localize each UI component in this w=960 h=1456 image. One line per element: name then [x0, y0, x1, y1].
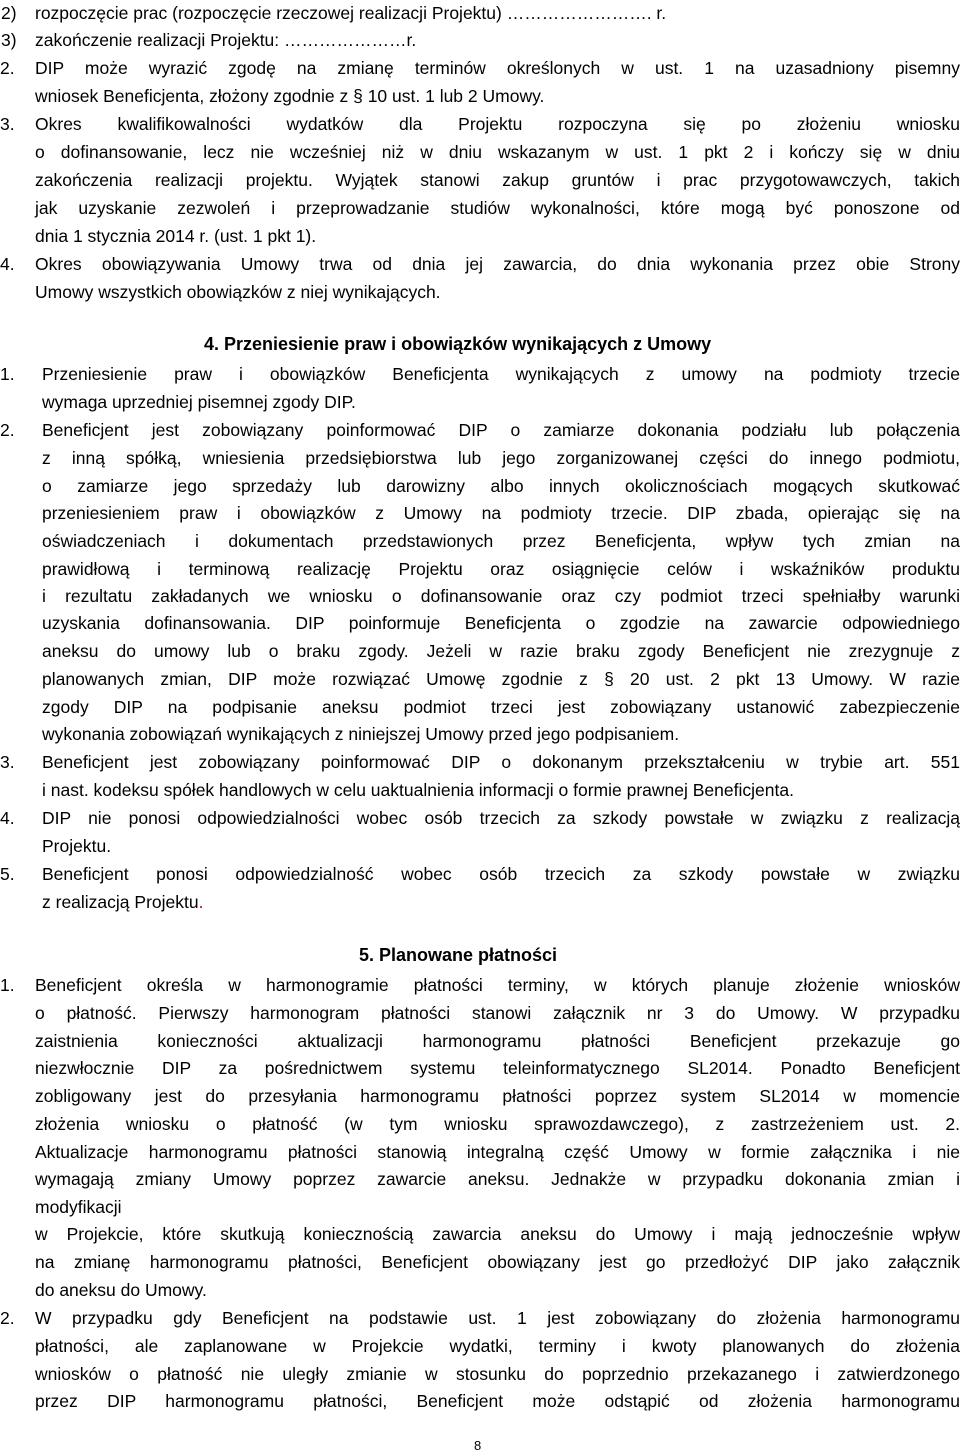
text-line: oświadczeniach i dokumentach przedstawionych przez Beneficjenta, wpływ tych zmian na	[42, 531, 960, 551]
text-line: wniosków o płatność nie uległy zmianie w stosunku do poprzednio przekazanego i zatwierdzonego	[35, 1364, 960, 1384]
text-line: w Projekcie, które skutkują koniecznością zawarcia aneksu do Umowy i mają jednocześnie wpływ	[35, 1224, 960, 1244]
paragraph-number: 3.	[0, 752, 15, 772]
text-line: o płatność. Pierwszy harmonogram płatności stanowi załącznik nr 3 do Umowy. W przypadku	[35, 1003, 960, 1023]
section-heading: 5. Planowane płatności	[359, 945, 558, 965]
text-line: DIP może wyrazić zgodę na zmianę terminów określonych w ust. 1 na uzasadniony pisemny	[35, 58, 960, 78]
paragraph-number: 2.	[0, 420, 15, 440]
text-line: uzyskania dofinansowania. DIP poinformuje Beneficjenta o zgodzie na zawarcie odpowiedniego	[42, 613, 960, 633]
text-line: o dofinansowanie, lecz nie wcześniej niż w dniu wskazanym w ust. 1 pkt 2 i kończy się w dniu	[35, 142, 960, 162]
text-line: aneksu do umowy lub o braku zgody. Jeżeli w razie braku zgody Beneficjent nie zrezygnuje z	[42, 641, 960, 661]
text-line: Beneficjent jest zobowiązany poinformować DIP o zamiarze dokonania podziału lub połączenia	[42, 420, 960, 440]
paragraph-number: 1.	[0, 364, 15, 384]
text-line: przez DIP harmonogramu płatności, Beneficjent może odstąpić od złożenia harmonogramu	[35, 1391, 960, 1411]
text-line: wymaga uprzedniej pisemnej zgody DIP.	[42, 392, 356, 412]
text-line: na zmianę harmonogramu płatności, Beneficjent obowiązany jest go przedłożyć DIP jako załącznik	[35, 1252, 960, 1272]
text-line: zgody DIP na podpisanie aneksu podmiot trzeci jest zobowiązany ustanowić zabezpieczenie	[42, 697, 960, 717]
text-line: modyfikacji	[35, 1197, 122, 1217]
text-line: zobligowany jest do przesyłania harmonogramu płatności poprzez system SL2014 w momencie	[35, 1086, 960, 1106]
text-line: W przypadku gdy Beneficjent na podstawie ust. 1 jest zobowiązany do złożenia harmonogramu	[35, 1308, 960, 1328]
text-line: przeniesieniem praw i obowiązków z Umowy na podmioty trzecie. DIP zbada, opierając się na	[42, 503, 960, 523]
paragraph-number: 4.	[0, 808, 15, 828]
item-number: 2)	[1, 3, 17, 23]
paragraph-number: 2.	[0, 58, 15, 78]
text-line: planowanych zmian, DIP może rozwiązać Umowę zgodnie z § 20 ust. 2 pkt 13 Umowy. W razie	[42, 669, 960, 689]
item-number: 3)	[1, 30, 17, 50]
text-line: zakończenia realizacji projektu. Wyjątek stanowi zakup gruntów i prac przygotowawczych, takich	[35, 170, 960, 190]
text-line: wykonania zobowiązań wynikających z niniejszej Umowy przed jego podpisaniem.	[42, 724, 680, 744]
text-line: niezwłocznie DIP za pośrednictwem systemu teleinformatycznego SL2014. Ponadto Beneficjent	[35, 1058, 960, 1078]
text-line: o zamiarze jego sprzedaży lub darowizny albo innych okolicznościach mogących skutkować	[42, 476, 960, 496]
text-line: Aktualizacje harmonogramu płatności stanowią integralną część Umowy w formie załącznika i nie	[35, 1142, 960, 1162]
text-line: i nast. kodeksu spółek handlowych w celu uaktualnienia informacji o formie prawnej Beneficjenta.	[42, 780, 794, 800]
paragraph-number: 2.	[0, 1308, 15, 1328]
text-line: Beneficjent ponosi odpowiedzialność wobec osób trzecich za szkody powstałe w związku	[42, 864, 960, 884]
item-text: zakończenie realizacji Projektu: …………………r.	[35, 30, 417, 50]
red-period: .	[198, 892, 204, 912]
text-line: i rezultatu zakładanych we wniosku o dofinansowanie oraz czy podmiot trzeci spełniałby warunki	[42, 586, 960, 606]
paragraph-number: 4.	[0, 254, 15, 274]
text-line	[42, 891, 203, 913]
text-line: Beneficjent określa w harmonogramie płatności terminy, w których planuje złożenie wniosków	[35, 975, 960, 995]
text-line: zaistnienia konieczności aktualizacji harmonogramu płatności Beneficjent przekazuje go	[35, 1031, 960, 1051]
text-line: wniosek Beneficjenta, złożony zgodnie z § 10 ust. 1 lub 2 Umowy.	[35, 86, 545, 106]
paragraph-number: 3.	[0, 114, 15, 134]
text-line: złożenia wniosku o płatność (w tym wniosku sprawozdawczego), z zastrzeżeniem ust. 2.	[35, 1114, 960, 1134]
item-text: rozpoczęcie prac (rozpoczęcie rzeczowej realizacji Projektu) ……………………. r.	[35, 3, 667, 23]
text-line: z inną spółką, wniesienia przedsiębiorstwa lub jego zorganizowanej części do innego podmiotu,	[42, 448, 960, 468]
text-line: Okres obowiązywania Umowy trwa od dnia jej zawarcia, do dnia wykonania przez obie Strony	[35, 254, 960, 274]
section-heading: 4. Przeniesienie praw i obowiązków wynikających z Umowy	[204, 334, 712, 354]
paragraph-number: 1.	[0, 975, 15, 995]
text-line: jak uzyskanie zezwoleń i przeprowadzanie studiów wykonalności, które mogą być ponoszone od	[35, 198, 960, 218]
text-line: Przeniesienie praw i obowiązków Beneficjenta wynikających z umowy na podmioty trzecie	[42, 364, 960, 384]
text-line: Beneficjent jest zobowiązany poinformować DIP o dokonanym przekształceniu w trybie art. 551	[42, 752, 960, 772]
paragraph-number: 5.	[0, 864, 15, 884]
text-line: Okres kwalifikowalności wydatków dla Projektu rozpoczyna się po złożeniu wniosku	[35, 114, 960, 134]
text-line: do aneksu do Umowy.	[35, 1280, 207, 1300]
text-fragment: z realizacją Projektu	[42, 892, 199, 912]
text-line: DIP nie ponosi odpowiedzialności wobec osób trzecich za szkody powstałe w związku z realizacją	[42, 808, 960, 828]
text-line: wymagają zmiany Umowy poprzez zawarcie aneksu. Jednakże w przypadku dokonania zmian i	[35, 1169, 960, 1189]
text-line: prawidłową i terminową realizację Projektu oraz osiągnięcie celów i wskaźników produktu	[42, 559, 960, 579]
text-line: dnia 1 stycznia 2014 r. (ust. 1 pkt 1).	[35, 226, 317, 246]
page-number: 8	[474, 1438, 482, 1453]
text-line: płatności, ale zaplanowane w Projekcie wydatki, terminy i kwoty planowanych do złożenia	[35, 1336, 960, 1356]
text-line: Umowy wszystkich obowiązków z niej wynikających.	[35, 282, 441, 302]
text-line: Projektu.	[42, 836, 112, 856]
